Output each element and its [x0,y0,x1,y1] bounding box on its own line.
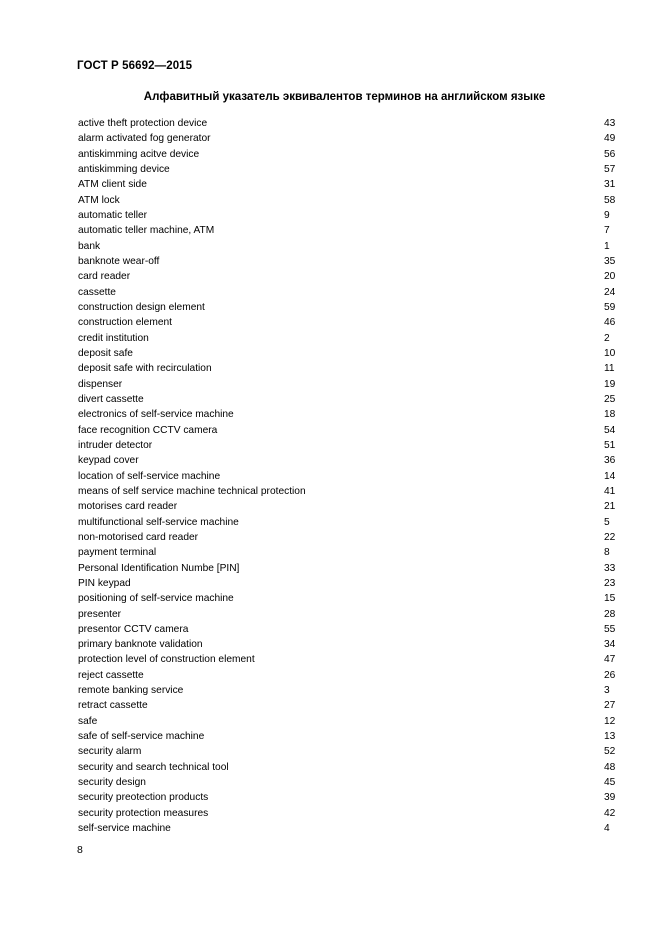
index-term: security and search technical tool [78,761,229,773]
index-term: primary banknote validation [78,639,203,651]
document-code: ГОСТ Р 56692—2015 [77,60,193,72]
index-entry [78,530,618,545]
index-term: divert cassette [78,393,144,405]
index-term-number: 11 [604,363,615,375]
index-entry [78,331,618,346]
index-entry [78,744,618,759]
index-term-number: 52 [604,746,616,758]
index-term: face recognition CCTV camera [78,424,218,436]
index-term: non-motorised card reader [78,531,199,543]
index-term: security alarm [78,746,142,758]
index-term-number: 22 [604,531,616,543]
index-term: deposit safe with recirculation [78,363,212,375]
index-term-number: 45 [604,777,616,789]
index-entry [78,561,618,576]
index-term-number: 57 [604,163,616,175]
index-term: security protection measures [78,807,209,819]
index-term-number: 4 [604,823,610,835]
index-entry [78,652,618,667]
index-entry [78,116,618,131]
index-entry [78,806,618,821]
index-term: reject cassette [78,669,144,681]
index-entry [78,469,618,484]
index-entry [78,423,618,438]
index-title: Алфавитный указатель эквивалентов терминов на английском языке [143,91,546,103]
index-entry [78,729,618,744]
index-term-number: 7 [604,225,610,237]
index-term-number: 42 [604,807,616,819]
index-term: PIN keypad [78,577,131,589]
index-term-number: 8 [604,547,610,559]
index-term-number: 56 [604,148,616,160]
index-term: card reader [78,271,131,283]
index-term: active theft protection device [78,118,208,129]
index-term-number: 46 [604,317,616,329]
index-term-number: 35 [604,255,616,267]
index-term-number: 54 [604,424,616,436]
index-term-number: 20 [604,271,616,283]
index-term-number: 21 [604,501,616,513]
index-entry [78,346,618,361]
index-term-number: 18 [604,409,616,421]
index-term: self-service machine [78,823,171,835]
index-entry [78,147,618,162]
index-term: deposit safe [78,347,133,359]
index-entry [78,223,618,238]
index-entry [78,484,618,499]
index-term-number: 48 [604,761,616,773]
index-term-number: 19 [604,378,616,390]
index-term-number: 3 [604,685,610,697]
index-term: security design [78,777,146,789]
index-entry [78,177,618,192]
index-entry [78,698,618,713]
index-term-number: 34 [604,639,616,651]
index-term: automatic teller [78,209,148,221]
index-term: construction element [78,317,173,329]
index-term-number: 14 [604,470,616,482]
page-number: 8 [77,844,83,856]
index-term: protection level of construction element [78,654,255,666]
index-entry [78,361,618,376]
index-term: retract cassette [78,700,148,712]
index-term: location of self-service machine [78,470,221,482]
index-term-number: 51 [604,439,616,451]
index-term-number: 15 [604,593,616,605]
index-entry [78,576,618,591]
index-term-number: 9 [604,209,610,221]
index-term: ATM lock [78,194,120,206]
index-list [78,116,618,836]
index-term: Personal Identification Numbe [PIN] [78,562,240,574]
index-term-number: 23 [604,577,616,589]
index-term-number: 25 [604,393,616,405]
index-entry [78,208,618,223]
index-entry [78,499,618,514]
index-term: payment terminal [78,547,157,559]
index-entry [78,239,618,254]
index-entry [78,637,618,652]
index-entry [78,775,618,790]
index-term: automatic teller machine, ATM [78,225,215,237]
index-term: positioning of self-service machine [78,593,234,605]
index-term-number: 26 [604,669,616,681]
index-entry [78,407,618,422]
index-entry [78,377,618,392]
index-term: credit institution [78,332,149,344]
index-term: construction design element [78,301,205,313]
index-entry [78,545,618,560]
index-entry [78,683,618,698]
index-entry [78,714,618,729]
index-term-number: 1 [604,240,610,252]
index-term: antiskimming device [78,163,170,175]
index-entry [78,162,618,177]
index-term-number: 24 [604,286,616,298]
index-term: bank [78,240,101,252]
index-entry [78,285,618,300]
index-entry [78,131,618,146]
index-term: dispenser [78,378,123,390]
index-entry [78,392,618,407]
index-term-number: 39 [604,792,616,804]
index-term-number: 47 [604,654,616,666]
index-term: presenter [78,608,122,620]
index-entry [78,438,618,453]
index-term: safe of self-service machine [78,731,205,743]
index-term-number: 36 [604,455,616,467]
index-term-number: 27 [604,700,616,712]
index-entry [78,315,618,330]
index-term-number: 41 [604,485,616,497]
index-entry [78,622,618,637]
index-term: ATM client side [78,179,147,191]
index-entry [78,453,618,468]
index-term-number: 43 [604,118,616,129]
index-term-number: 58 [604,194,616,206]
index-term: keypad cover [78,455,139,467]
index-term-number: 10 [604,347,616,359]
index-term-number: 55 [604,623,616,635]
index-term: electronics of self-service machine [78,409,234,421]
index-entry [78,668,618,683]
index-term: intruder detector [78,439,153,451]
index-term: cassette [78,286,116,298]
index-term: means of self service machine technical protection [78,485,306,497]
index-term: motorises card reader [78,501,178,513]
index-term: alarm activated fog generator [78,133,211,145]
index-term-number: 12 [604,715,616,727]
index-term-number: 2 [604,332,610,344]
index-term-number: 13 [604,731,616,743]
index-term-number: 59 [604,301,616,313]
index-term: remote banking service [78,685,184,697]
index-entry [78,821,618,836]
index-entry [78,254,618,269]
index-term: security preotection products [78,792,209,804]
index-entry [78,591,618,606]
index-entry [78,300,618,315]
index-entry [78,515,618,530]
index-term: presentor CCTV camera [78,623,189,635]
index-term-number: 28 [604,608,616,620]
index-entry [78,193,618,208]
index-term-number: 49 [604,133,616,145]
index-term: safe [78,715,98,727]
index-entry [78,790,618,805]
index-entry [78,607,618,622]
index-term: multifunctional self-service machine [78,516,239,528]
index-term: antiskimming acitve device [78,148,200,160]
index-entry [78,760,618,775]
index-term-number: 31 [604,179,616,191]
index-term-number: 33 [604,562,616,574]
index-entry [78,269,618,284]
index-term: banknote wear-off [78,255,160,267]
index-term-number: 5 [604,516,610,528]
